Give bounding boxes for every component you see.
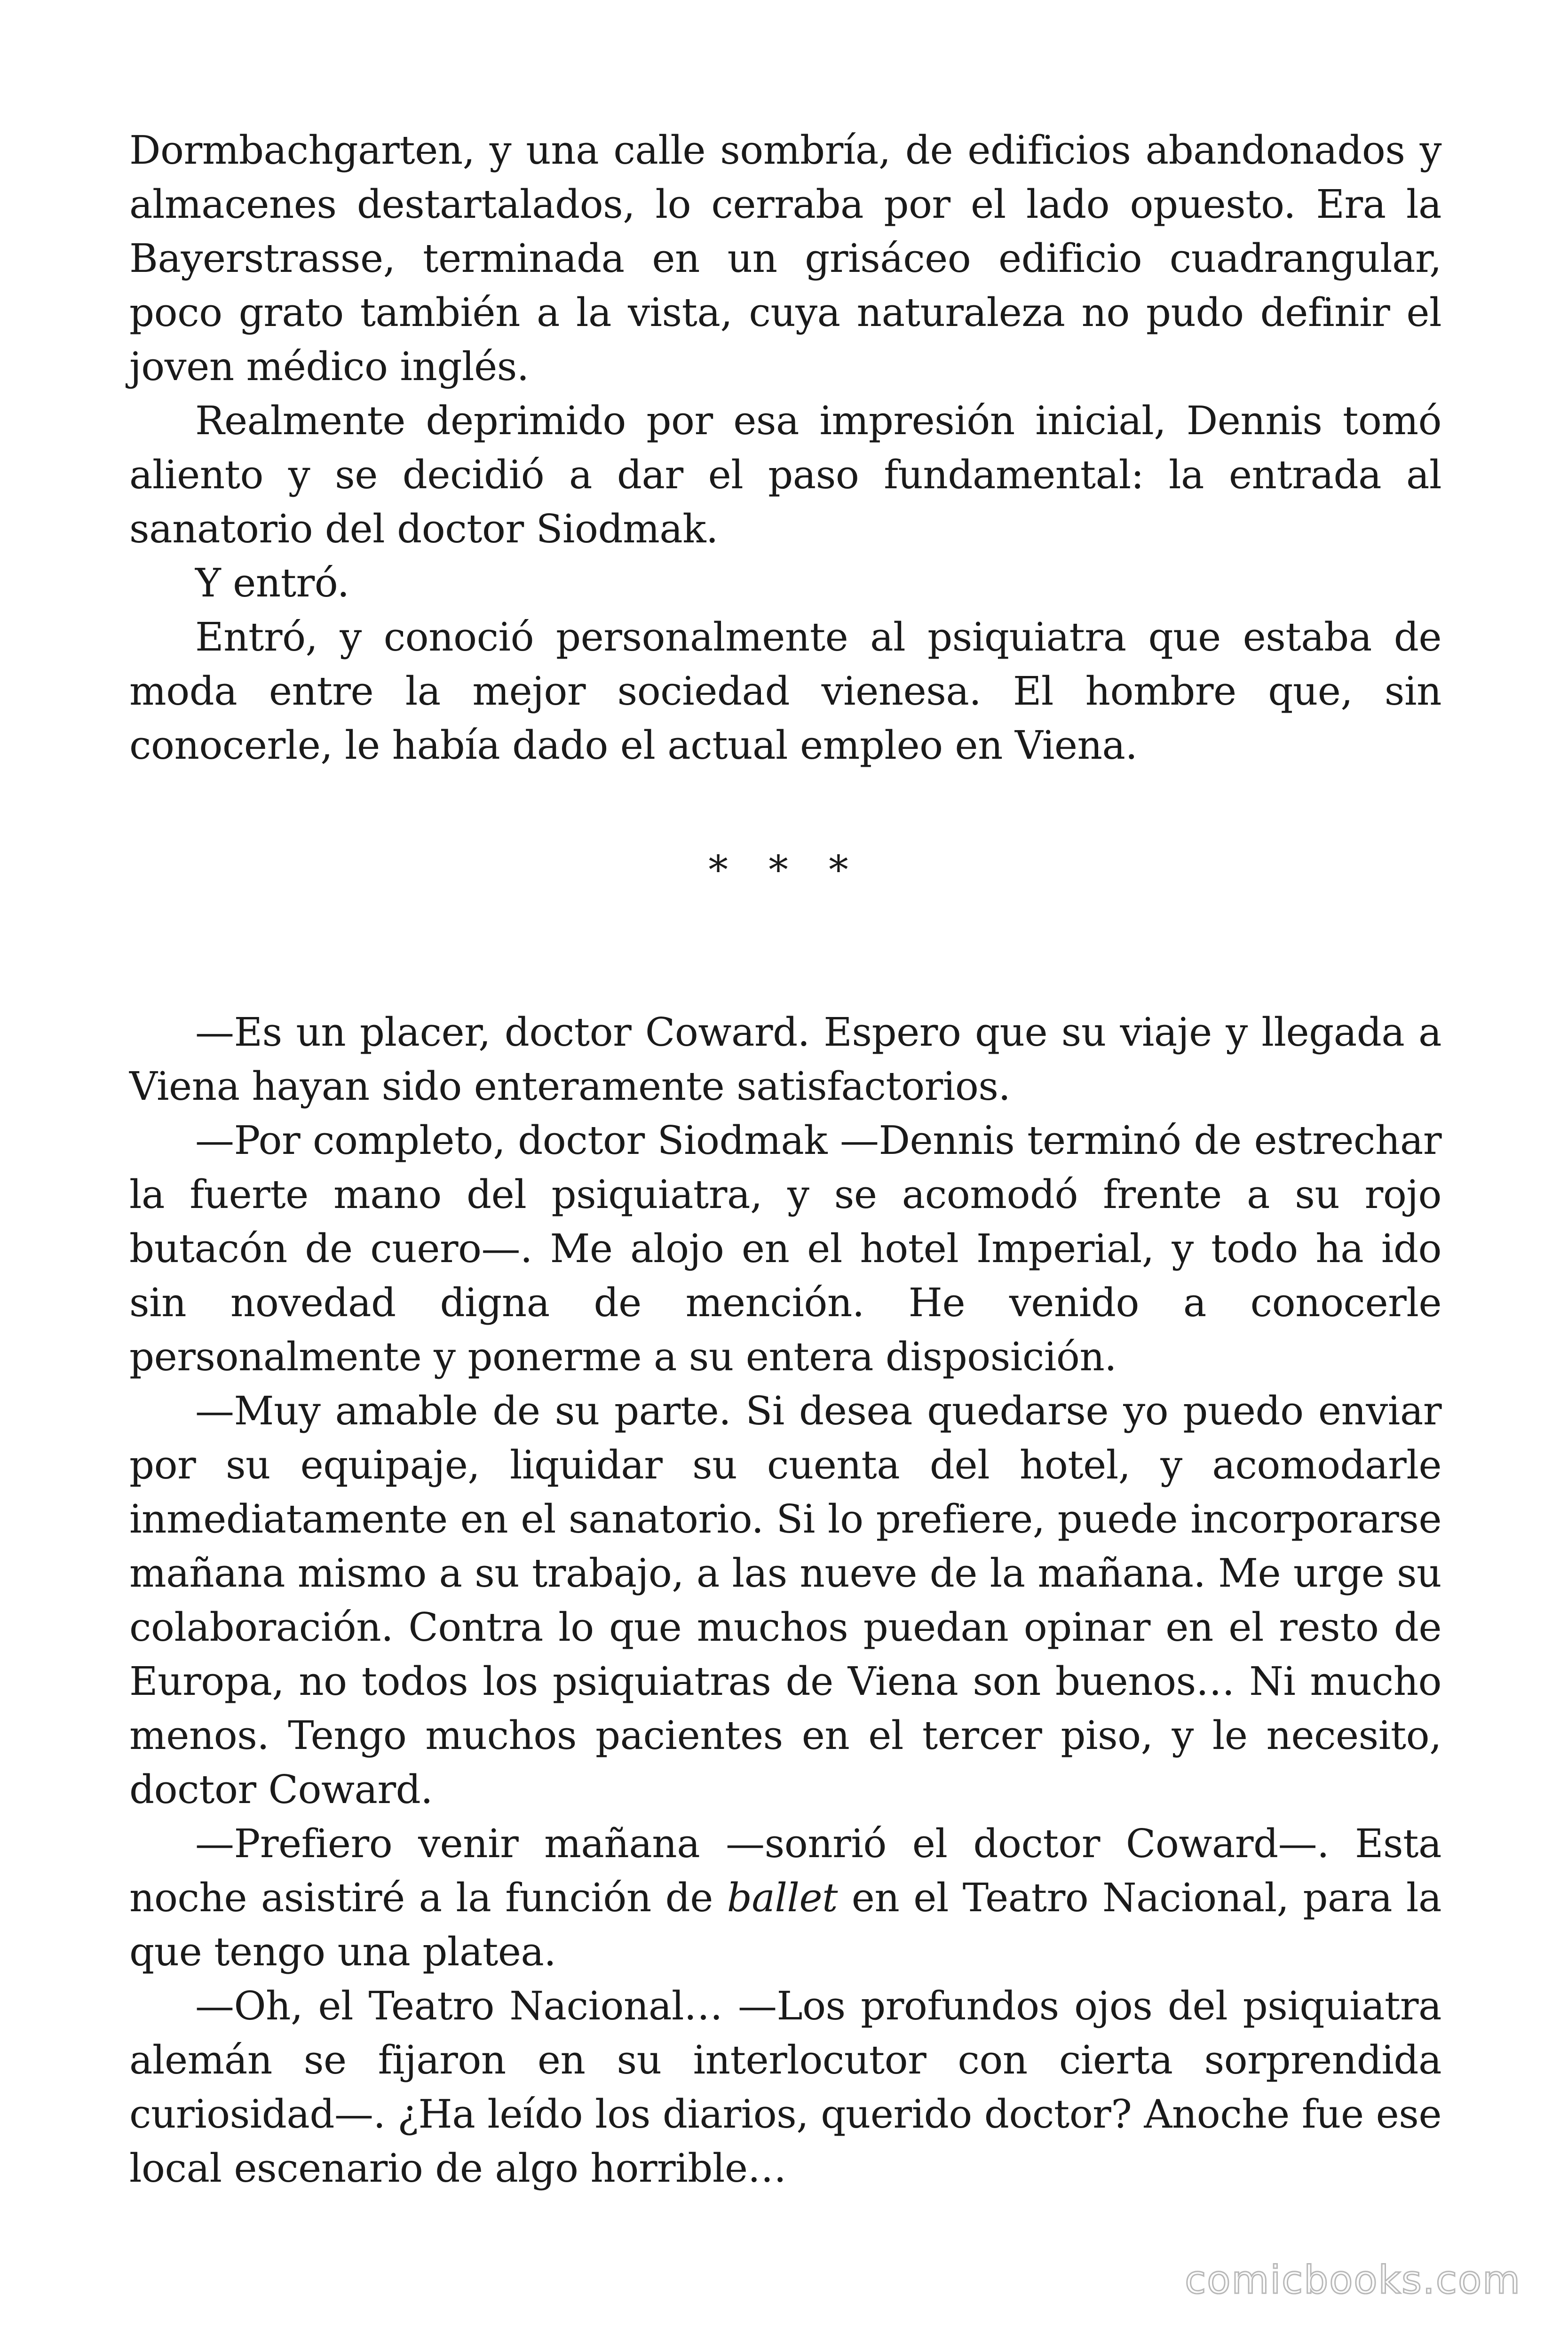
paragraph-text: —Prefiero venir mañana —sonrió el doctor Coward—. Esta noche asistiré a la función de	[129, 1821, 1441, 1921]
page-body	[129, 123, 1441, 2195]
section-2	[129, 1005, 1441, 2195]
section-1	[129, 123, 1441, 772]
paragraph	[129, 1817, 1441, 1979]
paragraph: Y entró.	[195, 560, 349, 606]
paragraph: —Por completo, doctor Siodmak —Dennis terminó de estrechar la fuerte mano del psiquiatra, y se acomodó frente a su rojo butacón de cuero—. Me alojo en el hotel Imperial, y todo ha ido sin novedad digna de mención. He venido a conocerle personalmente y ponerme a su entera disposición.	[129, 1118, 1441, 1380]
paragraph: Dormbachgarten, y una calle sombría, de edificios abandonados y almacenes destartalados, lo cerraba por el lado opuesto. Era la Bayerstrasse, terminada en un grisáceo edificio cuadrangular, poco grato también a la vista, cuya naturaleza no pudo definir el joven médico inglés.	[129, 127, 1441, 389]
paragraph: Entró, y conoció personalmente al psiquiatra que estaba de moda entre la mejor sociedad vienesa. El hombre que, sin conocerle, le había dado el actual empleo en Viena.	[129, 614, 1441, 768]
paragraph: Realmente deprimido por esa impresión inicial, Dennis tomó aliento y se decidió a dar el paso fundamental: la entrada al sanatorio del doctor Siodmak.	[129, 398, 1441, 552]
paragraph: —Es un placer, doctor Coward. Espero que su viaje y llegada a Viena hayan sido enteramente satisfactorios.	[129, 1009, 1441, 1109]
scene-separator: * * *	[708, 847, 863, 893]
paragraph: —Oh, el Teatro Nacional… —Los profundos ojos del psiquiatra alemán se fijaron en su interlocutor con cierta sorprendida curiosidad—. ¿Ha leído los diarios, querido doctor? Anoche fue ese local escenario de algo horrible…	[129, 1983, 1441, 2191]
paragraph: —Muy amable de su parte. Si desea quedarse yo puedo enviar por su equipaje, liquidar su cuenta del hotel, y acomodarle inmediatamente en el sanatorio. Si lo prefiere, puede incorporarse mañana mismo a su trabajo, a las nueve de la mañana. Me urge su colaboración. Contra lo que muchos puedan opinar en el resto de Europa, no todos los psiquiatras de Viena son buenos… Ni mucho menos. Tengo muchos pacientes en el tercer piso, y le necesito, doctor Coward.	[129, 1388, 1441, 1812]
paragraph-text: en el Teatro Nacional, para la que tengo una platea.	[129, 1875, 1441, 1975]
italic-word: ballet	[727, 1875, 838, 1921]
watermark: comicbooks.com	[1185, 2258, 1521, 2303]
